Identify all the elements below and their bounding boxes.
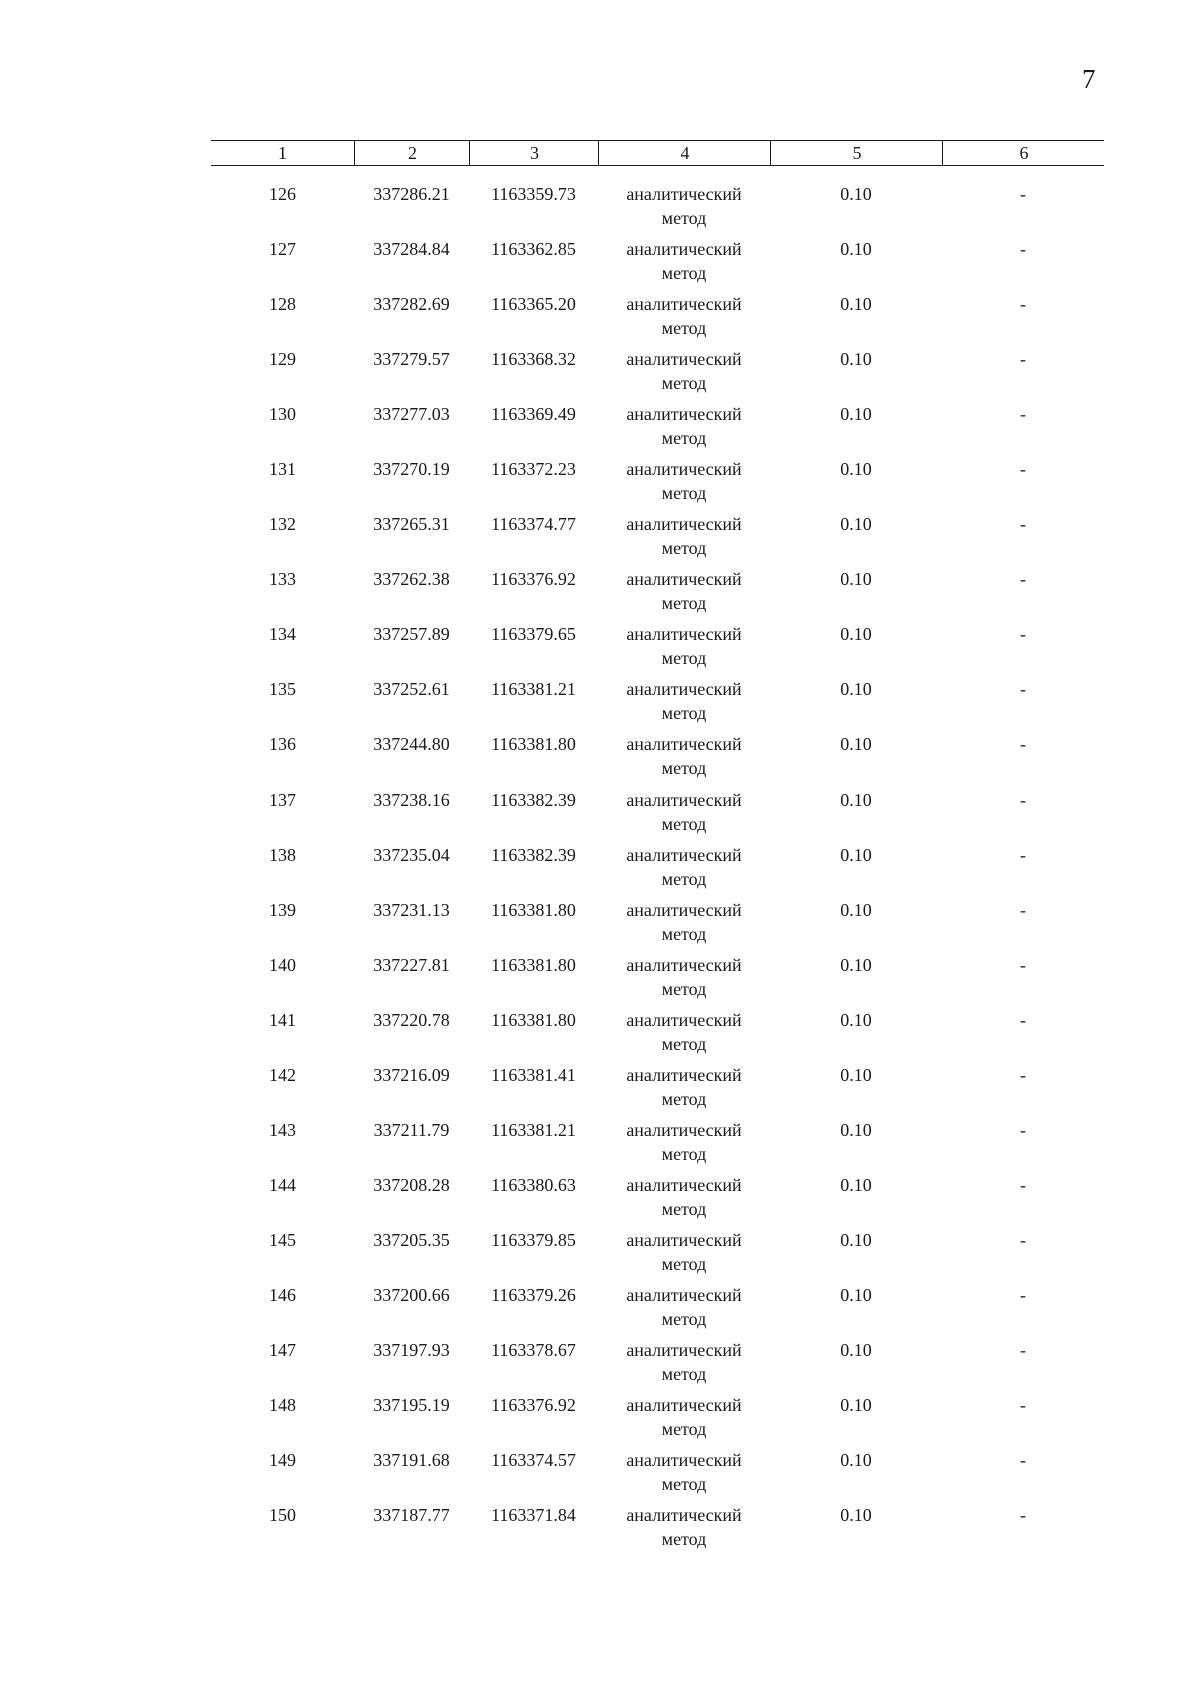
method-line-2: метод [661,1529,707,1550]
method-line-2: метод [661,373,707,394]
y-coordinate-cell: 1163371.84 [491,1505,576,1526]
header-cell-3: 3 [469,141,599,165]
table-row [211,1118,1104,1173]
x-coordinate-cell: 337252.61 [373,679,450,700]
table-row [211,1283,1104,1338]
note-cell: - [1020,954,1026,975]
method-cell [598,622,770,670]
method-cell [598,292,770,340]
x-coordinate-cell: 337200.66 [373,1284,450,1305]
table-row [211,347,1104,402]
accuracy-cell: 0.10 [840,954,872,975]
y-coordinate-cell: 1163381.41 [491,1064,576,1085]
accuracy-cell: 0.10 [840,1505,872,1526]
accuracy-cell: 0.10 [840,1339,872,1360]
point-number-cell: 131 [269,459,296,480]
x-coordinate-cell: 337211.79 [373,1119,450,1140]
method-cell [598,1503,770,1551]
accuracy-cell: 0.10 [840,514,872,535]
x-coordinate-cell: 337238.16 [373,789,450,810]
point-number-cell: 150 [269,1505,296,1526]
note-cell: - [1020,1174,1026,1195]
y-coordinate-cell: 1163376.92 [491,1395,576,1416]
note-cell: - [1020,294,1026,315]
accuracy-cell: 0.10 [840,1284,872,1305]
method-cell [598,732,770,780]
page-number: 7 [1082,64,1096,94]
method-cell [598,457,770,505]
accuracy-cell: 0.10 [840,569,872,590]
method-line-2: метод [661,428,707,449]
method-line-2: метод [661,593,707,614]
method-cell [598,1338,770,1386]
note-cell: - [1020,624,1026,645]
method-line-2: метод [661,263,707,284]
point-number-cell: 132 [269,514,296,535]
method-line-1: аналитический [626,1119,742,1140]
point-number-cell: 130 [269,404,296,425]
table-row [211,1338,1104,1393]
note-cell: - [1020,734,1026,755]
method-line-2: метод [661,813,707,834]
x-coordinate-cell: 337220.78 [373,1009,450,1030]
table-row [211,567,1104,622]
note-cell: - [1020,1395,1026,1416]
header-cell-4: 4 [598,141,771,165]
accuracy-cell: 0.10 [840,1450,872,1471]
point-number-cell: 148 [269,1395,296,1416]
method-line-2: метод [661,483,707,504]
method-line-2: метод [661,1474,707,1495]
method-cell [598,1393,770,1441]
method-cell [598,1283,770,1331]
table-row [211,677,1104,732]
method-line-1: аналитический [626,1174,742,1195]
point-number-cell: 147 [269,1339,296,1360]
y-coordinate-cell: 1163381.80 [491,954,576,975]
method-line-2: метод [661,1033,707,1054]
table-row [211,1228,1104,1283]
accuracy-cell: 0.10 [840,844,872,865]
method-line-1: аналитический [626,844,742,865]
accuracy-cell: 0.10 [840,734,872,755]
method-line-1: аналитический [626,459,742,480]
method-line-1: аналитический [626,184,742,204]
table-row [211,898,1104,953]
header-cell-2: 2 [354,141,470,165]
method-line-1: аналитический [626,1505,742,1526]
method-line-2: метод [661,1198,707,1219]
method-line-1: аналитический [626,899,742,920]
method-line-1: аналитический [626,1009,742,1030]
y-coordinate-cell: 1163382.39 [491,844,576,865]
method-line-2: метод [661,318,707,339]
method-line-1: аналитический [626,789,742,810]
table-row [211,843,1104,898]
method-cell [598,788,770,836]
method-line-2: метод [661,1088,707,1109]
method-line-2: метод [661,1363,707,1384]
x-coordinate-cell: 337286.21 [373,184,450,204]
note-cell: - [1020,844,1026,865]
table-row [211,622,1104,677]
table-body [211,182,1104,1558]
table-row [211,1173,1104,1228]
method-line-2: метод [661,538,707,559]
header-cell-1: 1 [278,143,287,163]
y-coordinate-cell: 1163379.85 [491,1229,576,1250]
point-number-cell: 129 [269,349,296,370]
y-coordinate-cell: 1163374.77 [491,514,576,535]
method-cell [598,843,770,891]
note-cell: - [1020,349,1026,370]
x-coordinate-cell: 337284.84 [373,239,450,260]
method-line-2: метод [661,208,707,228]
y-coordinate-cell: 1163381.80 [491,1009,576,1030]
point-number-cell: 134 [269,624,296,645]
method-line-2: метод [661,648,707,669]
point-number-cell: 142 [269,1064,296,1085]
point-number-cell: 126 [269,184,296,204]
header-cell-5: 5 [770,141,943,165]
point-number-cell: 140 [269,954,296,975]
point-number-cell: 143 [269,1119,296,1140]
point-number-cell: 133 [269,569,296,590]
header-cell-6: 6 [942,141,1105,165]
note-cell: - [1020,569,1026,590]
note-cell: - [1020,679,1026,700]
x-coordinate-cell: 337277.03 [373,404,450,425]
point-number-cell: 135 [269,679,296,700]
x-coordinate-cell: 337279.57 [373,349,450,370]
point-number-cell: 128 [269,294,296,315]
method-cell [598,1008,770,1056]
note-cell: - [1020,404,1026,425]
method-line-2: метод [661,978,707,999]
note-cell: - [1020,1009,1026,1030]
point-number-cell: 144 [269,1174,296,1195]
method-cell [598,1173,770,1221]
method-cell [598,512,770,560]
x-coordinate-cell: 337187.77 [373,1505,450,1526]
accuracy-cell: 0.10 [840,404,872,425]
x-coordinate-cell: 337195.19 [373,1395,450,1416]
method-cell [598,237,770,285]
note-cell: - [1020,1119,1026,1140]
note-cell: - [1020,459,1026,480]
method-line-1: аналитический [626,1450,742,1471]
table-row [211,1448,1104,1503]
y-coordinate-cell: 1163376.92 [491,569,576,590]
method-cell [598,898,770,946]
x-coordinate-cell: 337208.28 [373,1174,450,1195]
x-coordinate-cell: 337282.69 [373,294,450,315]
method-line-1: аналитический [626,1229,742,1250]
table-row [211,182,1104,237]
point-number-cell: 141 [269,1009,296,1030]
x-coordinate-cell: 337205.35 [373,1229,450,1250]
x-coordinate-cell: 337244.80 [373,734,450,755]
x-coordinate-cell: 337235.04 [373,844,450,865]
point-number-cell: 138 [269,844,296,865]
method-cell [598,677,770,725]
method-cell [598,1448,770,1496]
method-line-2: метод [661,703,707,724]
accuracy-cell: 0.10 [840,349,872,370]
accuracy-cell: 0.10 [840,1174,872,1195]
note-cell: - [1020,789,1026,810]
y-coordinate-cell: 1163379.65 [491,624,576,645]
y-coordinate-cell: 1163379.26 [491,1284,576,1305]
table-row [211,1008,1104,1063]
method-line-1: аналитический [626,1339,742,1360]
x-coordinate-cell: 337231.13 [373,899,450,920]
accuracy-cell: 0.10 [840,239,872,260]
table-row [211,732,1104,787]
accuracy-cell: 0.10 [840,789,872,810]
method-line-2: метод [661,923,707,944]
y-coordinate-cell: 1163359.73 [491,184,576,204]
note-cell: - [1020,1505,1026,1526]
y-coordinate-cell: 1163372.23 [491,459,576,480]
table-row [211,402,1104,457]
y-coordinate-cell: 1163368.32 [491,349,576,370]
y-coordinate-cell: 1163378.67 [491,1339,576,1360]
method-cell [598,567,770,615]
y-coordinate-cell: 1163381.21 [491,679,576,700]
y-coordinate-cell: 1163382.39 [491,789,576,810]
coordinates-table [211,140,1104,1550]
method-line-2: метод [661,1143,707,1164]
y-coordinate-cell: 1163381.80 [491,734,576,755]
method-line-1: аналитический [626,679,742,700]
point-number-cell: 149 [269,1450,296,1471]
x-coordinate-cell: 337265.31 [373,514,450,535]
table-row [211,1503,1104,1558]
accuracy-cell: 0.10 [840,1395,872,1416]
method-line-1: аналитический [626,624,742,645]
note-cell: - [1020,899,1026,920]
note-cell: - [1020,1064,1026,1085]
x-coordinate-cell: 337270.19 [373,459,450,480]
accuracy-cell: 0.10 [840,624,872,645]
accuracy-cell: 0.10 [840,899,872,920]
y-coordinate-cell: 1163380.63 [491,1174,576,1195]
table-row [211,457,1104,512]
y-coordinate-cell: 1163381.21 [491,1119,576,1140]
y-coordinate-cell: 1163365.20 [491,294,576,315]
x-coordinate-cell: 337216.09 [373,1064,450,1085]
x-coordinate-cell: 337227.81 [373,954,450,975]
point-number-cell: 139 [269,899,296,920]
accuracy-cell: 0.10 [840,1229,872,1250]
note-cell: - [1020,1284,1026,1305]
x-coordinate-cell: 337197.93 [373,1339,450,1360]
method-cell [598,182,770,230]
accuracy-cell: 0.10 [840,1119,872,1140]
x-coordinate-cell: 337262.38 [373,569,450,590]
x-coordinate-cell: 337191.68 [373,1450,450,1471]
method-line-1: аналитический [626,1284,742,1305]
method-line-1: аналитический [626,404,742,425]
accuracy-cell: 0.10 [840,679,872,700]
method-line-1: аналитический [626,514,742,535]
method-line-2: метод [661,1419,707,1440]
point-number-cell: 137 [269,789,296,810]
y-coordinate-cell: 1163362.85 [491,239,576,260]
point-number-cell: 146 [269,1284,296,1305]
table-row [211,953,1104,1008]
table-header [211,140,1104,166]
table-row [211,512,1104,567]
method-line-1: аналитический [626,294,742,315]
method-cell [598,953,770,1001]
accuracy-cell: 0.10 [840,459,872,480]
y-coordinate-cell: 1163381.80 [491,899,576,920]
note-cell: - [1020,514,1026,535]
accuracy-cell: 0.10 [840,1009,872,1030]
method-cell [598,347,770,395]
method-line-2: метод [661,1308,707,1329]
accuracy-cell: 0.10 [840,294,872,315]
point-number-cell: 136 [269,734,296,755]
method-line-1: аналитический [626,1064,742,1085]
method-line-2: метод [661,868,707,889]
method-cell [598,402,770,450]
method-line-2: метод [661,758,707,779]
note-cell: - [1020,1339,1026,1360]
method-line-2: метод [661,1253,707,1274]
table-row [211,1393,1104,1448]
y-coordinate-cell: 1163374.57 [491,1450,576,1471]
table-row [211,788,1104,843]
x-coordinate-cell: 337257.89 [373,624,450,645]
accuracy-cell: 0.10 [840,1064,872,1085]
method-cell [598,1228,770,1276]
point-number-cell: 127 [269,239,296,260]
method-cell [598,1118,770,1166]
method-line-1: аналитический [626,569,742,590]
method-line-1: аналитический [626,734,742,755]
table-row [211,1063,1104,1118]
note-cell: - [1020,184,1026,204]
method-cell [598,1063,770,1111]
table-row [211,237,1104,292]
point-number-cell: 145 [269,1229,296,1250]
y-coordinate-cell: 1163369.49 [491,404,576,425]
note-cell: - [1020,1450,1026,1471]
method-line-1: аналитический [626,1395,742,1416]
method-line-1: аналитический [626,239,742,260]
method-line-1: аналитический [626,954,742,975]
note-cell: - [1020,239,1026,260]
note-cell: - [1020,1229,1026,1250]
table-row [211,292,1104,347]
accuracy-cell: 0.10 [840,184,872,204]
method-line-1: аналитический [626,349,742,370]
